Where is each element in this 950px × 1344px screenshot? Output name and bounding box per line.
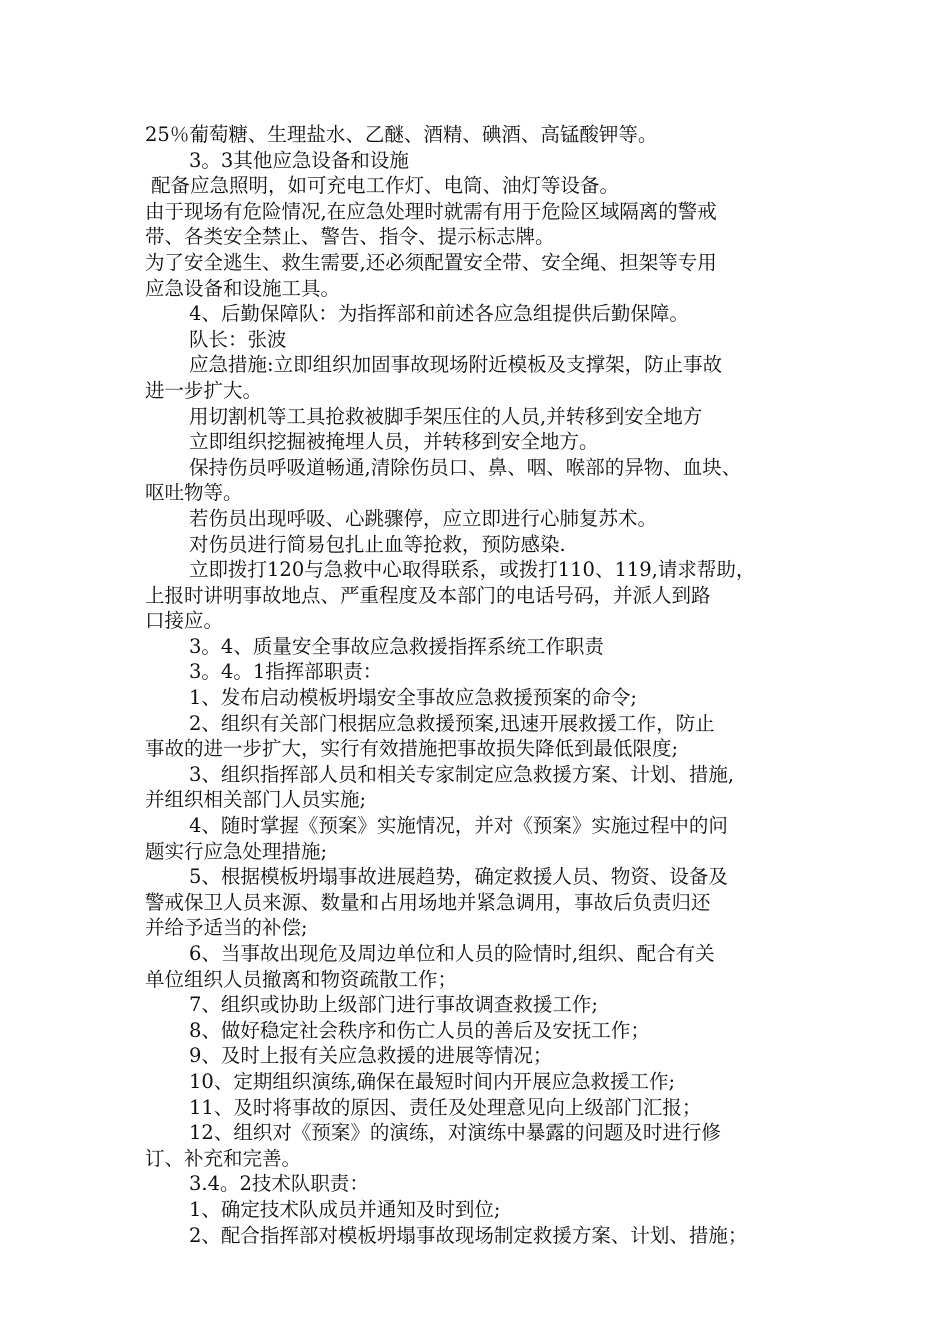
- text-line: 3、组织指挥部人员和相关专家制定应急救援方案、计划、措施,: [189, 762, 735, 786]
- text-line: 对伤员进行简易包扎止血等抢救，预防感染.: [189, 532, 566, 556]
- text-line: 3。3其他应急设备和设施: [189, 148, 409, 172]
- text-line: 25％葡萄糖、生理盐水、乙醚、酒精、碘酒、高锰酸钾等。: [145, 123, 658, 146]
- text-line: 呕吐物等。: [145, 481, 243, 505]
- text-line: 3。4、质量安全事故应急救援指挥系统工作职责: [189, 634, 604, 658]
- text-line: 保持伤员呼吸道畅通,清除伤员口、鼻、咽、喉部的异物、血块、: [189, 455, 742, 479]
- text-line: 立即组织挖掘被掩埋人员，并转移到安全地方。: [189, 430, 599, 454]
- text-line: 12、组织对《预案》的演练，对演练中暴露的问题及时进行修: [189, 1121, 721, 1145]
- text-line: 为了安全逃生、救生需要,还必须配置安全带、安全绳、担架等专用: [145, 250, 717, 274]
- text-line: 口接应。: [145, 609, 224, 633]
- text-line: 题实行应急处理措施;: [145, 839, 328, 863]
- text-line: 由于现场有危险情况,在应急处理时就需有用于危险区域隔离的警戒: [145, 199, 717, 223]
- text-line: 应急措施:立即组织加固事故现场附近模板及支撑架，防止事故: [189, 353, 723, 377]
- text-line: 并组织相关部门人员实施;: [145, 788, 367, 812]
- text-line: 1、发布启动模板坍塌安全事故应急救援预案的命令;: [189, 686, 637, 710]
- text-line: 5、根据模板坍塌事故进展趋势，确定救援人员、物资、设备及: [189, 865, 728, 889]
- text-line: 3。4。1指挥部职责：: [189, 660, 383, 684]
- text-line: 应急设备和设施工具。: [145, 276, 341, 300]
- text-line: 带、各类安全禁止、警告、指令、提示标志牌。: [145, 225, 555, 249]
- text-line: 10、定期组织演练,确保在最短时间内开展应急救援工作;: [189, 1069, 676, 1093]
- text-line: 立即拨打120与急救中心取得联系，或拨打110、119,请求帮助，: [189, 558, 756, 582]
- text-line: 进一步扩大。: [145, 378, 263, 402]
- text-line: 事故的进一步扩大，实行有效措施把事故损失降低到最低限度;: [145, 737, 679, 761]
- text-line: 2、配合指挥部对模板坍塌事故现场制定救援方案、计划、措施；: [189, 1223, 748, 1247]
- text-line: 3.4。2技术队职责：: [189, 1172, 369, 1196]
- text-line: 2、组织有关部门根据应急救援预案,迅速开展救援工作，防止: [189, 711, 715, 735]
- text-line: 订、补充和完善。: [145, 1146, 302, 1170]
- text-line: 并给予适当的补偿;: [145, 916, 308, 940]
- text-line: 用切割机等工具抢救被脚手架压住的人员,并转移到安全地方: [189, 404, 703, 428]
- text-line: 队长：张波: [189, 327, 287, 351]
- text-line: 1、确定技术队成员并通知及时到位;: [189, 1197, 501, 1221]
- text-line: 4、后勤保障队：为指挥部和前述各应急组提供后勤保障。: [189, 302, 689, 326]
- text-line: 上报时讲明事故地点、严重程度及本部门的电话号码，并派人到路: [145, 583, 711, 607]
- text-line: 6、当事故出现危及周边单位和人员的险情时,组织、配合有关: [189, 942, 715, 965]
- text-line: 9、及时上报有关应急救援的进展等情况；: [189, 1044, 553, 1068]
- document-body: [145, 122, 835, 1248]
- text-line: 11、及时将事故的原因、责任及处理意见向上级部门汇报；: [189, 1095, 702, 1119]
- text-line: 配备应急照明，如可充电工作灯、电筒、油灯等设备。: [151, 174, 620, 198]
- text-line: 单位组织人员撤离和物资疏散工作；: [145, 967, 458, 991]
- text-line: 若伤员出现呼吸、心跳骤停，应立即进行心肺复苏术。: [189, 506, 658, 530]
- text-line: 8、做好稳定社会秩序和伤亡人员的善后及安抚工作；: [189, 1018, 650, 1042]
- text-line: 7、组织或协助上级部门进行事故调查救援工作;: [189, 993, 598, 1017]
- text-line: 警戒保卫人员来源、数量和占用场地并紧急调用，事故后负责归还: [145, 890, 711, 914]
- text-line: 4、随时掌握《预案》实施情况，并对《预案》实施过程中的问: [189, 814, 728, 838]
